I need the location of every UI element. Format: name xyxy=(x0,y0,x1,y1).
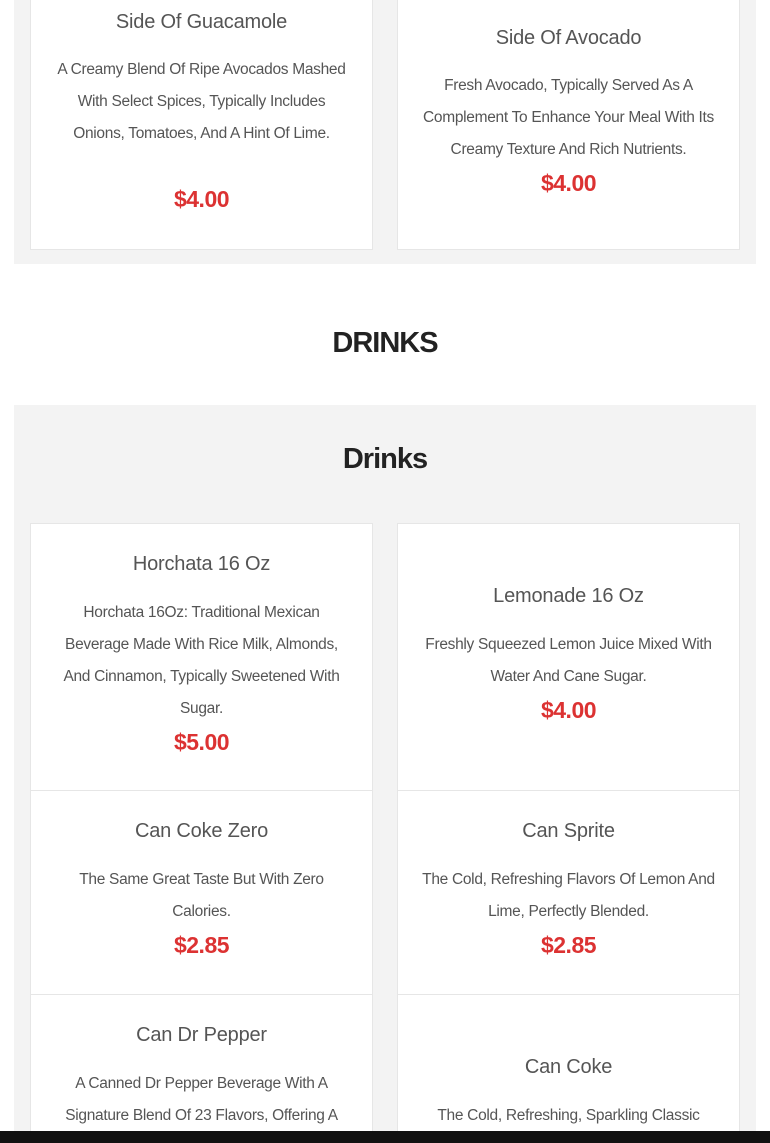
menu-item-name: Side Of Avocado xyxy=(495,27,642,49)
menu-item-price: $2.85 xyxy=(540,932,597,958)
menu-item-description: The Cold, Refreshing Flavors Of Lemon And Lime, Perfectly Blended. xyxy=(422,871,715,920)
sides-category-panel xyxy=(14,0,756,264)
drinks-category-panel xyxy=(14,405,756,1143)
menu-item-name: Side Of Guacamole xyxy=(115,11,288,33)
menu-item-card[interactable] xyxy=(397,994,740,1143)
menu-item-name: Lemonade 16 Oz xyxy=(493,585,644,607)
menu-item-description: Horchata 16Oz: Traditional Mexican Beverage Made With Rice Milk, Almonds, And Cinnamon, Typically Sweetened With Sugar. xyxy=(63,604,340,717)
menu-item-price: $5.00 xyxy=(173,729,230,755)
menu-item-name: Can Sprite xyxy=(522,820,615,842)
menu-item-card[interactable] xyxy=(30,790,373,995)
menu-item-card[interactable] xyxy=(397,0,740,250)
section-heading-drinks: DRINKS xyxy=(332,327,438,359)
menu-item-description: A Canned Dr Pepper Beverage With A Signature Blend Of 23 Flavors, Offering A xyxy=(65,1075,338,1124)
menu-item-card[interactable] xyxy=(30,994,373,1143)
bottom-edge-bar xyxy=(0,1131,770,1143)
menu-item-name: Horchata 16 Oz xyxy=(132,553,271,575)
menu-item-price: $2.85 xyxy=(173,932,230,958)
menu-item-name: Can Dr Pepper xyxy=(136,1024,267,1046)
menu-item-description: A Creamy Blend Of Ripe Avocados Mashed With Select Spices, Typically Includes Onions, Tomatoes, And A Hint Of Lime. xyxy=(57,61,346,142)
menu-item-description: Fresh Avocado, Typically Served As A Complement To Enhance Your Meal With Its Creamy Texture And Rich Nutrients. xyxy=(423,77,714,158)
menu-item-card[interactable] xyxy=(397,790,740,995)
menu-item-card[interactable] xyxy=(30,0,373,250)
menu-item-description: The Same Great Taste But With Zero Calories. xyxy=(79,871,324,920)
menu-item-card[interactable] xyxy=(30,523,373,791)
menu-item-description: The Cold, Refreshing, Sparkling Classic xyxy=(437,1107,700,1124)
menu-item-price: $4.00 xyxy=(173,186,230,212)
category-title: Drinks xyxy=(342,443,428,475)
menu-item-price: $4.00 xyxy=(540,697,597,723)
menu-item-name: Can Coke xyxy=(524,1056,613,1078)
menu-item-name: Can Coke Zero xyxy=(134,820,268,842)
menu-item-description: Freshly Squeezed Lemon Juice Mixed With Water And Cane Sugar. xyxy=(425,636,712,685)
menu-item-card[interactable] xyxy=(397,523,740,791)
menu-item-price: $4.00 xyxy=(540,170,597,196)
